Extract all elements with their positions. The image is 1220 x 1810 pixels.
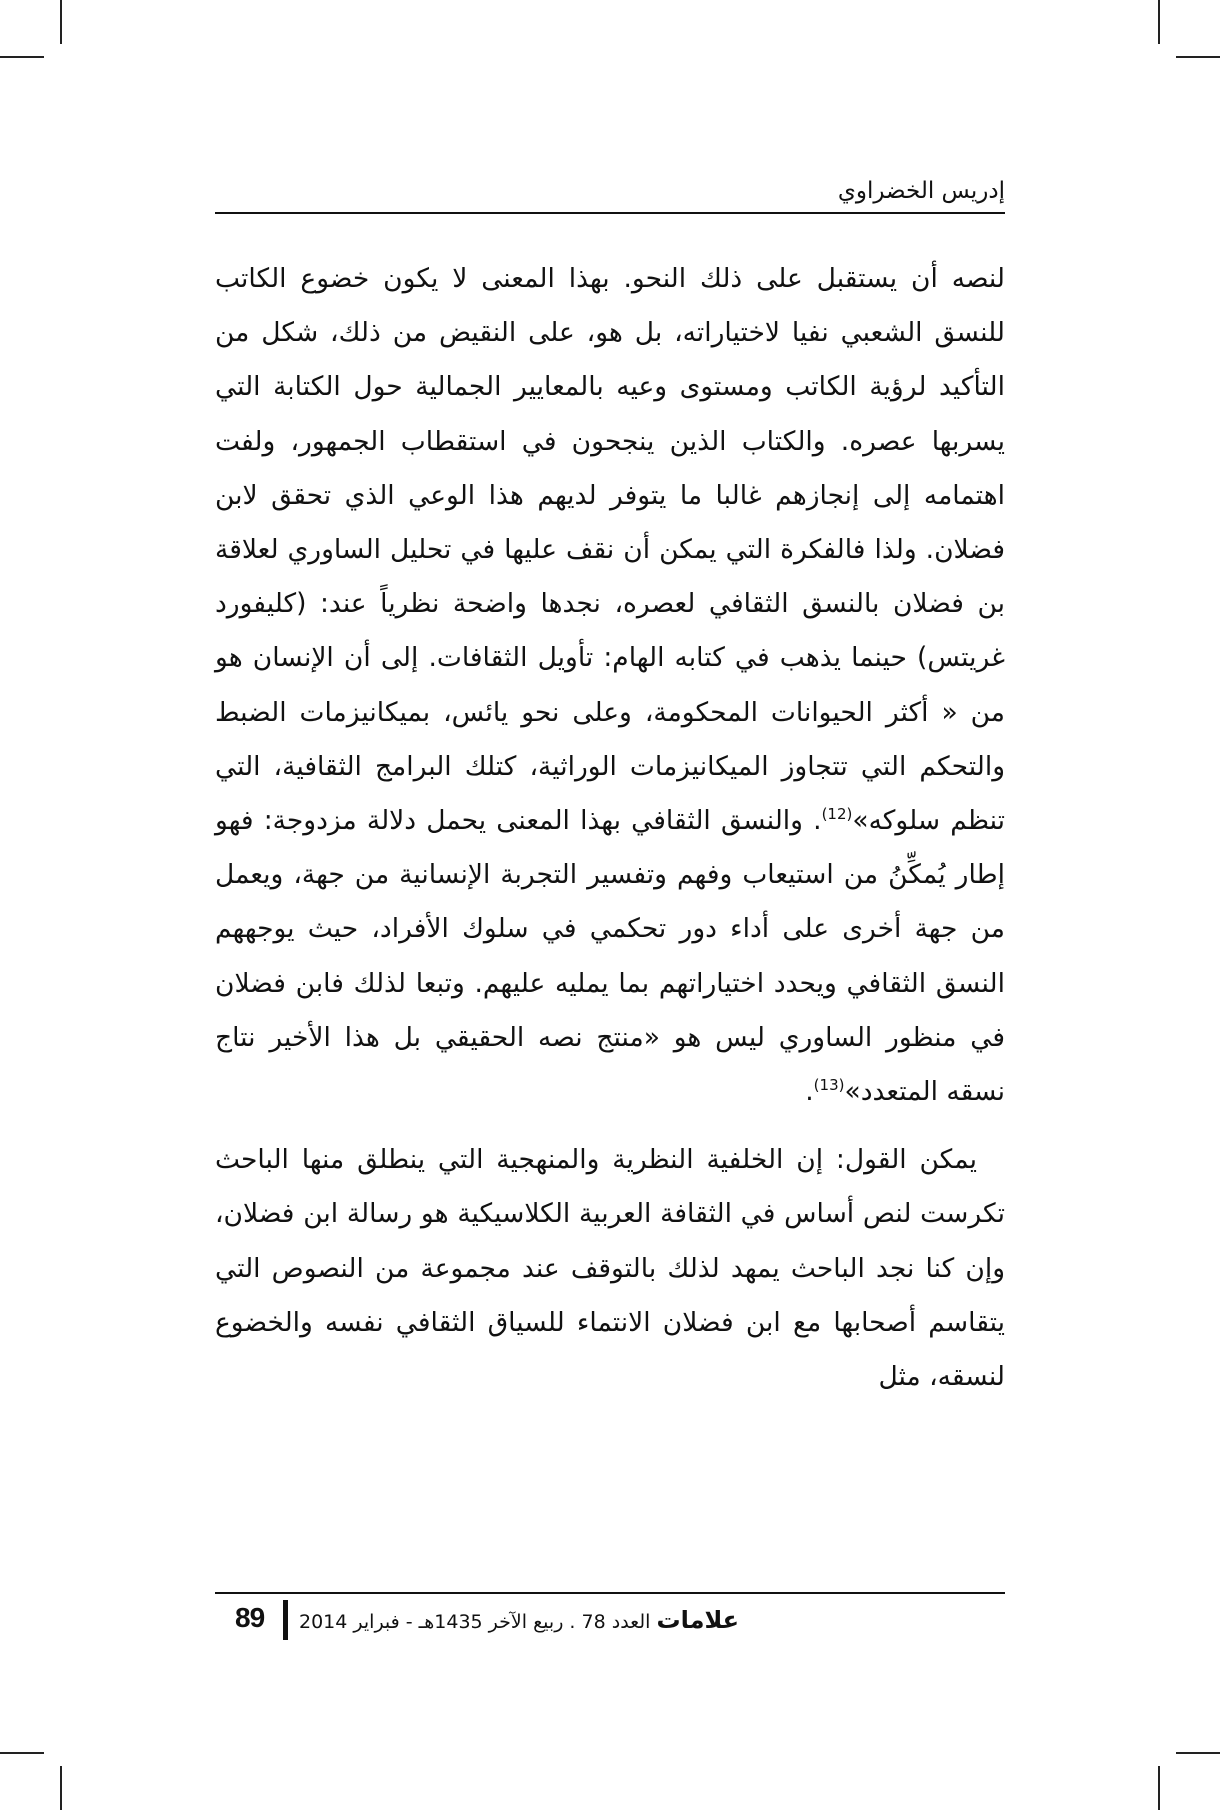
footnote-ref: (12) (821, 805, 853, 824)
footer-rule (215, 1592, 1005, 1594)
crop-mark (1176, 56, 1220, 58)
body-text (215, 252, 1005, 1404)
paragraph (215, 1133, 1005, 1404)
crop-mark (1158, 0, 1160, 44)
journal-info (299, 1606, 739, 1634)
crop-mark (0, 56, 44, 58)
crop-mark (60, 1766, 62, 1810)
page-number: 89 (235, 1602, 265, 1633)
page-footer (215, 1600, 1005, 1644)
paragraph (215, 252, 1005, 1119)
paragraph-text: . والنسق الثقافي بهذا المعنى يحمل دلالة مزدوجة: فهو إطار يُمكِّنُ من استيعاب وفهم وتفسير التجربة الإنسانية من جهة، ويعمل من جهة أخرى على أداء دور تحكمي في سلوك الأفراد، حيث يوجههم النسق الثقافي ويحدد اختياراتهم بما يمليه عليهم. وتبعا لذلك فابن فضلان في منظور الساوري ليس هو «منتج نصه الحقيقي بل هذا الأخير نتاج نسقه المتعدد» (215, 805, 1005, 1108)
footnote-ref: (13) (813, 1076, 845, 1095)
footer-separator (283, 1600, 288, 1640)
journal-name: علامات (656, 1606, 740, 1634)
paragraph-text: لنصه أن يستقبل على ذلك النحو. بهذا المعنى لا يكون خضوع الكاتب للنسق الشعبي نفيا لاختياراته، بل هو، على النقيض من ذلك، شكل من التأكيد لرؤية الكاتب ومستوى وعيه بالمعايير الجمالية حول الكتابة التي يسربها عصره. والكتاب الذين ينجحون في استقطاب الجمهور، ولفت اهتمامه إلى إنجازهم غالبا ما يتوفر لديهم هذا الوعي الذي تحقق لابن فضلان. ولذا فالفكرة التي يمكن أن نقف عليها في تحليل الساوري لعلاقة بن فضلان بالنسق الثقافي لعصره، نجدها واضحة نظرياً عند: (كليفورد غريتس) حينما يذهب في كتابه الهام: تأويل الثقافات. إلى أن الإنسان هو من « أكثر الحيوانات المحكومة، وعلى نحو يائس، بميكانيزمات الضبط والتحكم التي تتجاوز الميكانيزمات الوراثية، كتلك البرامج الثقافية، التي تنظم سلوكه» (215, 263, 1006, 837)
issue-info: العدد 78 . ربيع الآخر 1435هـ - فبراير 2014 (299, 1611, 651, 1633)
crop-mark (1158, 1766, 1160, 1810)
header-rule (215, 212, 1005, 214)
paragraph-text: يمكن القول: إن الخلفية النظرية والمنهجية التي ينطلق منها الباحث تكرست لنص أساس في الثقافة العربية الكلاسيكية هو رسالة ابن فضلان، وإن كنا نجد الباحث يمهد لذلك بالتوقف عند مجموعة من النصوص التي يتقاسم أصحابها مع ابن فضلان الانتماء للسياق الثقافي نفسه والخضوع لنسقه، مثل (215, 1144, 1005, 1393)
crop-mark (0, 1752, 44, 1754)
running-head-author: إدريس الخضراوي (837, 178, 1005, 204)
paragraph-text: . (805, 1076, 814, 1108)
crop-mark (1176, 1752, 1220, 1754)
crop-mark (60, 0, 62, 44)
